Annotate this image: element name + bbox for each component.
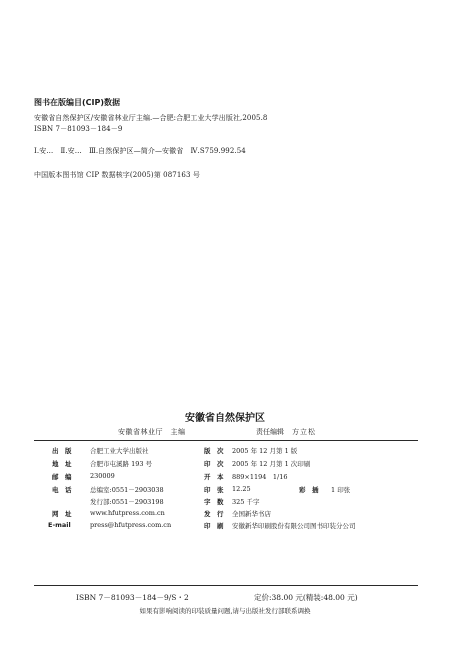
info-value: 325 千字 bbox=[232, 498, 260, 506]
info-label: 彩 插 bbox=[299, 486, 319, 494]
book-editor: 安徽省林业厅 主编 bbox=[118, 428, 186, 436]
info-label: E-mail bbox=[48, 521, 71, 529]
info-label: 网 址 bbox=[52, 510, 72, 518]
info-label: 印 张 bbox=[204, 486, 224, 494]
info-label: 开 本 bbox=[204, 473, 224, 481]
footer-isbn: ISBN 7－81093－184－9/S・2 bbox=[76, 593, 189, 602]
cip-record: 中国版本图书馆 CIP 数据核字(2005)第 087163 号 bbox=[34, 171, 200, 179]
info-value: 1 印张 bbox=[331, 486, 351, 494]
info-label: 印 次 bbox=[204, 460, 224, 468]
info-value: 2005 年 12 月第 1 次印刷 bbox=[232, 460, 311, 468]
responsible-editor-name: 方立松 bbox=[292, 428, 316, 436]
book-title: 安徽省自然保护区 bbox=[185, 413, 265, 424]
cip-isbn: ISBN 7－81093－184－9 bbox=[34, 125, 123, 133]
info-value: 2005 年 12 月第 1 版 bbox=[232, 447, 298, 455]
info-label: 字 数 bbox=[204, 498, 224, 506]
info-value: 12.25 bbox=[232, 485, 251, 493]
info-label: 邮 编 bbox=[52, 473, 72, 481]
info-label: 地 址 bbox=[52, 460, 72, 468]
cip-title: 图书在版编目(CIP)数据 bbox=[34, 98, 121, 107]
info-value: 合肥工业大学出版社 bbox=[90, 447, 149, 455]
bottom-rule bbox=[34, 585, 418, 586]
info-label: 出 版 bbox=[52, 447, 72, 455]
cip-subjects: Ⅰ.安… Ⅱ.安… Ⅲ.自然保护区—简介—安徽省 Ⅳ.S759.992.54 bbox=[34, 147, 246, 155]
top-rule bbox=[34, 440, 418, 441]
info-value: 总编室:0551－2903038 bbox=[90, 486, 164, 494]
info-value: 发行部:0551－2903198 bbox=[90, 498, 164, 506]
info-label: 印 刷 bbox=[204, 522, 224, 530]
responsible-editor-label: 责任编辑 bbox=[256, 428, 284, 436]
info-label: 电 话 bbox=[52, 486, 72, 494]
info-value: 230009 bbox=[90, 472, 115, 480]
info-value: 889×1194 1/16 bbox=[232, 473, 288, 481]
info-value: 合肥市屯溪路 193 号 bbox=[90, 460, 153, 468]
website-link: www.hfutpress.com.cn bbox=[90, 509, 165, 517]
price: 定价:38.00 元(精装:48.00 元) bbox=[254, 593, 358, 602]
quality-notice: 如果有影响阅读的印装质量问题,请与出版社发行部联系调换 bbox=[139, 607, 311, 615]
info-value: 安徽新华印刷股份有限公司图书印装分公司 bbox=[232, 522, 356, 530]
info-value: 全国新华书店 bbox=[232, 510, 271, 518]
cip-entry: 安徽省自然保护区/安徽省林业厅主编.—合肥:合肥工业大学出版社,2005.8 bbox=[34, 114, 268, 122]
info-label: 发 行 bbox=[204, 510, 224, 518]
info-label: 版 次 bbox=[204, 447, 224, 455]
email-link: press@hfutpress.com.cn bbox=[90, 521, 172, 529]
